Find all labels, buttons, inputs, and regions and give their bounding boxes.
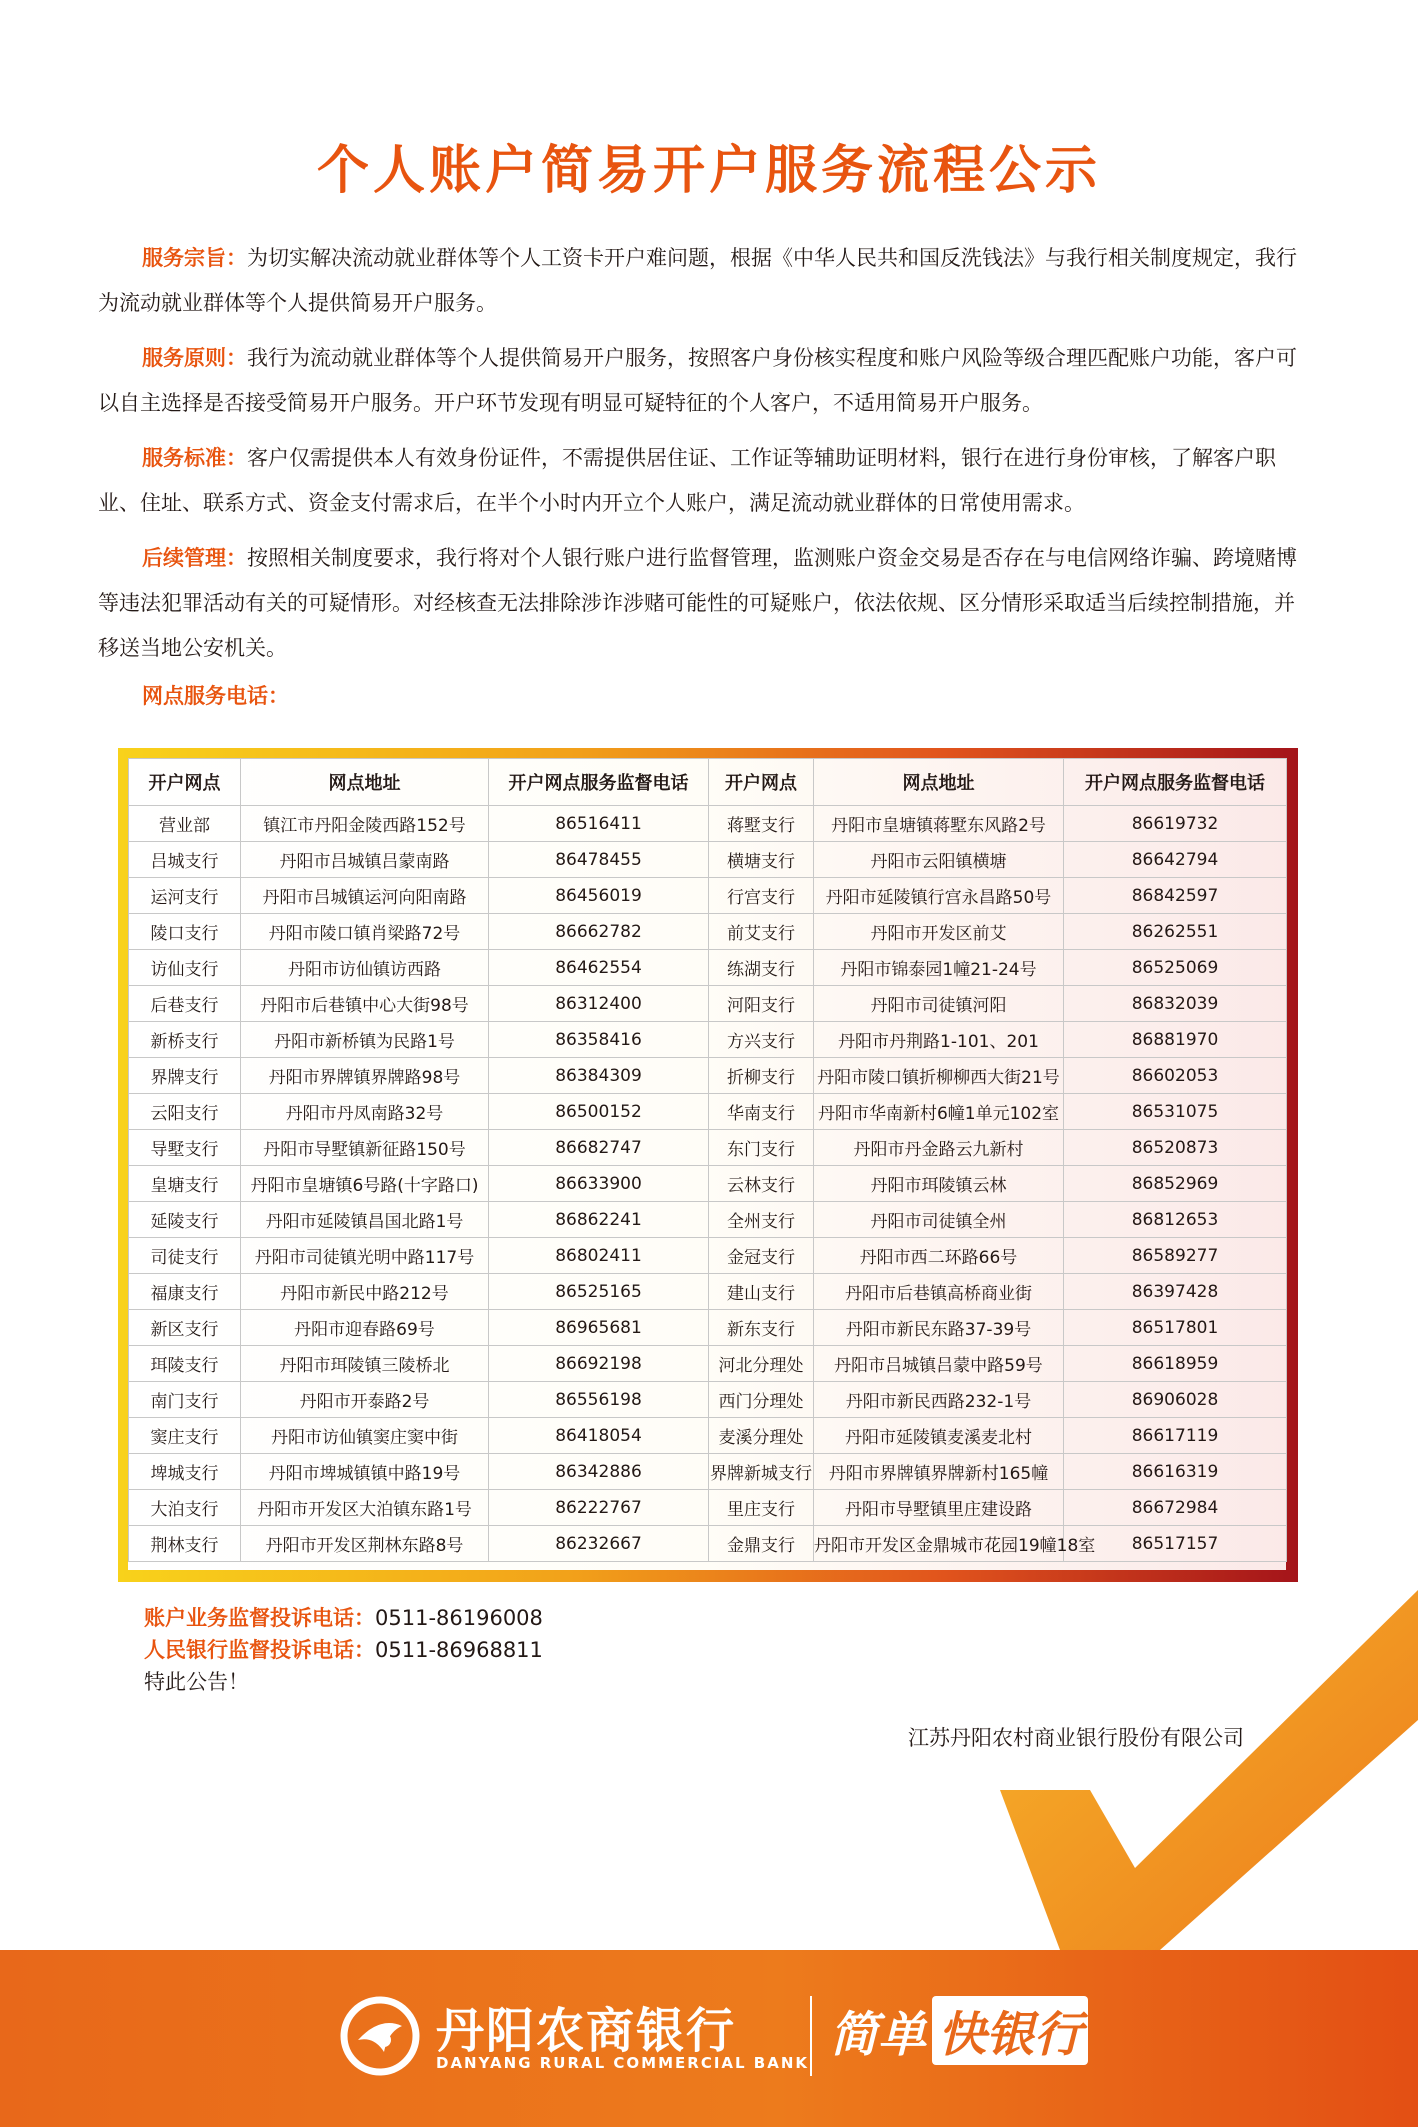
table-cell: 镇江市丹阳金陵西路152号 [241,806,489,842]
table-cell: 丹阳市西二环路66号 [814,1238,1064,1274]
table-row [129,1526,1287,1562]
table-cell: 丹阳市开发区前艾 [814,914,1064,950]
table-cell: 陵口支行 [129,914,241,950]
table-header-row [129,759,1287,806]
table-cell: 华南支行 [709,1094,814,1130]
table-cell: 丹阳市吕城镇运河向阳南路 [241,878,489,914]
table-cell: 麦溪分理处 [709,1418,814,1454]
table-cell: 86589277 [1064,1238,1287,1274]
table-cell: 蒋墅支行 [709,806,814,842]
table-cell: 前艾支行 [709,914,814,950]
table-row [129,1382,1287,1418]
section-principle [98,336,1313,426]
table-cell: 丹阳市开发区荆林东路8号 [241,1526,489,1562]
table-cell: 丹阳市司徒镇河阳 [814,986,1064,1022]
table-row [129,914,1287,950]
table-cell: 86802411 [489,1238,709,1274]
section-followup [98,536,1313,671]
table-cell: 86812653 [1064,1202,1287,1238]
section-label: 后续管理： [142,546,247,570]
page-title: 个人账户简易开户服务流程公示 [316,141,1101,201]
company-name: 江苏丹阳农村商业银行股份有限公司 [908,1726,1244,1750]
table-cell: 界牌支行 [129,1058,241,1094]
column-header: 开户网点 [709,759,814,806]
table-cell: 86516411 [489,806,709,842]
table-row [129,1094,1287,1130]
table-cell: 丹阳市司徒镇全州 [814,1202,1064,1238]
table-cell: 建山支行 [709,1274,814,1310]
table-cell: 86500152 [489,1094,709,1130]
table-cell: 丹阳市开发区金鼎城市花园19幢18室 [814,1526,1064,1562]
table-row [129,1418,1287,1454]
table-cell: 86517157 [1064,1526,1287,1562]
table-cell: 86462554 [489,950,709,986]
table-cell: 86531075 [1064,1094,1287,1130]
table-row [129,1346,1287,1382]
brand-divider [810,1996,812,2076]
table-cell: 86418054 [489,1418,709,1454]
table-cell: 86682747 [489,1130,709,1166]
table-cell: 86358416 [489,1022,709,1058]
table-cell: 丹阳市华南新村6幢1单元102室 [814,1094,1064,1130]
table-cell: 86478455 [489,842,709,878]
table-cell: 新区支行 [129,1310,241,1346]
table-cell: 延陵支行 [129,1202,241,1238]
table-cell: 丹阳市后巷镇中心大街98号 [241,986,489,1022]
table-cell: 金鼎支行 [709,1526,814,1562]
table-cell: 行宫支行 [709,878,814,914]
table-cell: 云林支行 [709,1166,814,1202]
table-row [129,1274,1287,1310]
table-cell: 皇塘支行 [129,1166,241,1202]
column-header: 网点地址 [814,759,1064,806]
table-cell: 86862241 [489,1202,709,1238]
section-label: 服务原则： [142,346,247,370]
table-cell: 86602053 [1064,1058,1287,1094]
table-cell: 丹阳市界牌镇界牌新村165幢 [814,1454,1064,1490]
complaint-section [144,1602,543,1698]
brand-slogan [830,1996,1088,2065]
table-row [129,1454,1287,1490]
table-cell: 河阳支行 [709,986,814,1022]
table-cell: 丹阳市新民东路37-39号 [814,1310,1064,1346]
table-cell: 导墅支行 [129,1130,241,1166]
table-cell: 86525069 [1064,950,1287,986]
table-cell: 金冠支行 [709,1238,814,1274]
table-cell: 折柳支行 [709,1058,814,1094]
table-cell: 埤城支行 [129,1454,241,1490]
complaint-label: 账户业务监督投诉电话： [144,1606,375,1630]
table-cell: 丹阳市迎春路69号 [241,1310,489,1346]
table-cell: 86617119 [1064,1418,1287,1454]
complaint-phone: 0511-86196008 [375,1606,543,1630]
section-label: 服务标准： [142,446,247,470]
table-row [129,1058,1287,1094]
section-standard [98,436,1313,526]
table-cell: 丹阳市皇塘镇6号路(十字路口) [241,1166,489,1202]
table-cell: 丹阳市导墅镇新征路150号 [241,1130,489,1166]
table-cell: 丹阳市延陵镇昌国北路1号 [241,1202,489,1238]
table-cell: 荆林支行 [129,1526,241,1562]
table-cell: 丹阳市锦泰园1幢21-24号 [814,950,1064,986]
closing-text: 特此公告！ [144,1670,249,1694]
table-cell: 丹阳市新民西路232-1号 [814,1382,1064,1418]
table-cell: 86619732 [1064,806,1287,842]
slogan-prefix: 简单 [830,2007,927,2063]
table-cell: 丹阳市埤城镇镇中路19号 [241,1454,489,1490]
section-text: 为切实解决流动就业群体等个人工资卡开户难问题，根据《中华人民共和国反洗钱法》与我行相关制度规定，我行为流动就业群体等个人提供简易开户服务。 [98,246,1297,315]
table-cell: 86517801 [1064,1310,1287,1346]
table-cell: 86525165 [489,1274,709,1310]
table-cell: 丹阳市后巷镇高桥商业街 [814,1274,1064,1310]
table-row [129,950,1287,986]
table-cell: 86222767 [489,1490,709,1526]
table-cell: 访仙支行 [129,950,241,986]
table-cell: 86965681 [489,1310,709,1346]
table-cell: 运河支行 [129,878,241,914]
table-cell: 86672984 [1064,1490,1287,1526]
table-cell: 丹阳市访仙镇访西路 [241,950,489,986]
column-header: 开户网点服务监督电话 [489,759,709,806]
section-label: 服务宗旨： [142,246,247,270]
complaint-line [144,1634,543,1666]
branch-table-frame [118,748,1298,1582]
table-cell: 丹阳市陵口镇折柳柳西大街21号 [814,1058,1064,1094]
table-cell: 86456019 [489,878,709,914]
table-cell: 丹阳市延陵镇麦溪麦北村 [814,1418,1064,1454]
table-row [129,878,1287,914]
table-cell: 界牌新城支行 [709,1454,814,1490]
table-cell: 横塘支行 [709,842,814,878]
table-cell: 丹阳市开发区大泊镇东路1号 [241,1490,489,1526]
table-cell: 86384309 [489,1058,709,1094]
table-cell: 丹阳市新桥镇为民路1号 [241,1022,489,1058]
table-cell: 云阳支行 [129,1094,241,1130]
table-cell: 丹阳市丹金路云九新村 [814,1130,1064,1166]
table-row [129,1022,1287,1058]
network-phone-label: 网点服务电话： [142,684,289,708]
table-row [129,842,1287,878]
table-cell: 丹阳市访仙镇窦庄窦中街 [241,1418,489,1454]
table-cell: 丹阳市云阳镇横塘 [814,842,1064,878]
table-cell: 营业部 [129,806,241,842]
table-cell: 全州支行 [709,1202,814,1238]
table-cell: 86692198 [489,1346,709,1382]
table-cell: 丹阳市司徒镇光明中路117号 [241,1238,489,1274]
table-cell: 珥陵支行 [129,1346,241,1382]
table-cell: 福康支行 [129,1274,241,1310]
complaint-label: 人民银行监督投诉电话： [144,1638,375,1662]
table-cell: 丹阳市新民中路212号 [241,1274,489,1310]
table-row [129,1310,1287,1346]
column-header: 网点地址 [241,759,489,806]
table-cell: 86642794 [1064,842,1287,878]
table-cell: 86852969 [1064,1166,1287,1202]
table-cell: 86397428 [1064,1274,1287,1310]
table-cell: 86832039 [1064,986,1287,1022]
brand-name-en: DANYANG RURAL COMMERCIAL BANK [436,2054,810,2072]
table-cell: 86232667 [489,1526,709,1562]
table-cell: 86881970 [1064,1022,1287,1058]
table-cell: 86842597 [1064,878,1287,914]
table-cell: 丹阳市延陵镇行宫永昌路50号 [814,878,1064,914]
table-cell: 86312400 [489,986,709,1022]
table-cell: 86633900 [489,1166,709,1202]
column-header: 开户网点服务监督电话 [1064,759,1287,806]
table-cell: 东门支行 [709,1130,814,1166]
complaint-line [144,1602,543,1634]
table-cell: 方兴支行 [709,1022,814,1058]
table-cell: 86556198 [489,1382,709,1418]
table-cell: 丹阳市吕城镇吕蒙中路59号 [814,1346,1064,1382]
table-cell: 86618959 [1064,1346,1287,1382]
table-cell: 里庄支行 [709,1490,814,1526]
table-cell: 练湖支行 [709,950,814,986]
table-row [129,1130,1287,1166]
table-cell: 司徒支行 [129,1238,241,1274]
table-row [129,1202,1287,1238]
table-cell: 丹阳市陵口镇肖梁路72号 [241,914,489,950]
section-purpose [98,236,1313,326]
table-row [129,1166,1287,1202]
table-cell: 86662782 [489,914,709,950]
table-cell: 86616319 [1064,1454,1287,1490]
table-cell: 新桥支行 [129,1022,241,1058]
table-row [129,1490,1287,1526]
section-text: 我行为流动就业群体等个人提供简易开户服务，按照客户身份核实程度和账户风险等级合理匹配账户功能，客户可以自主选择是否接受简易开户服务。开户环节发现有明显可疑特征的个人客户，不适用简易开户服务。 [98,346,1297,415]
table-cell: 窦庄支行 [129,1418,241,1454]
table-cell: 86342886 [489,1454,709,1490]
table-row [129,806,1287,842]
table-cell: 丹阳市珥陵镇云林 [814,1166,1064,1202]
table-cell: 吕城支行 [129,842,241,878]
table-cell: 丹阳市界牌镇界牌路98号 [241,1058,489,1094]
table-cell: 丹阳市丹荆路1-101、201 [814,1022,1064,1058]
table-cell: 丹阳市开泰路2号 [241,1382,489,1418]
branch-table [128,758,1287,1562]
branch-table-container [128,758,1286,1570]
table-cell: 丹阳市珥陵镇三陵桥北 [241,1346,489,1382]
section-text: 客户仅需提供本人有效身份证件，不需提供居住证、工作证等辅助证明材料，银行在进行身份审核，了解客户职业、住址、联系方式、资金支付需求后，在半个小时内开立个人账户，满足流动就业群体的日常使用需求。 [98,446,1276,515]
complaint-phone: 0511-86968811 [375,1638,543,1662]
table-cell: 丹阳市皇塘镇蒋墅东风路2号 [814,806,1064,842]
table-cell: 新东支行 [709,1310,814,1346]
table-cell: 河北分理处 [709,1346,814,1382]
table-cell: 丹阳市吕城镇吕蒙南路 [241,842,489,878]
table-cell: 86262551 [1064,914,1287,950]
section-text: 按照相关制度要求，我行将对个人银行账户进行监督管理，监测账户资金交易是否存在与电信网络诈骗、跨境赌博等违法犯罪活动有关的可疑情形。对经核查无法排除涉诈涉赌可能性的可疑账户，依法依规、区分情形采取适当后续控制措施，并移送当地公安机关。 [98,546,1297,660]
table-cell: 西门分理处 [709,1382,814,1418]
table-cell: 丹阳市导墅镇里庄建设路 [814,1490,1064,1526]
table-cell: 后巷支行 [129,986,241,1022]
table-cell: 大泊支行 [129,1490,241,1526]
slogan-boxed: 快银行 [932,1996,1088,2065]
table-row [129,1238,1287,1274]
table-cell: 86906028 [1064,1382,1287,1418]
table-cell: 丹阳市丹凤南路32号 [241,1094,489,1130]
table-cell: 86520873 [1064,1130,1287,1166]
brand-name-cn: 丹阳农商银行 [436,2003,737,2059]
column-header: 开户网点 [129,759,241,806]
bank-logo-icon [340,1996,420,2076]
table-cell: 南门支行 [129,1382,241,1418]
table-row [129,986,1287,1022]
